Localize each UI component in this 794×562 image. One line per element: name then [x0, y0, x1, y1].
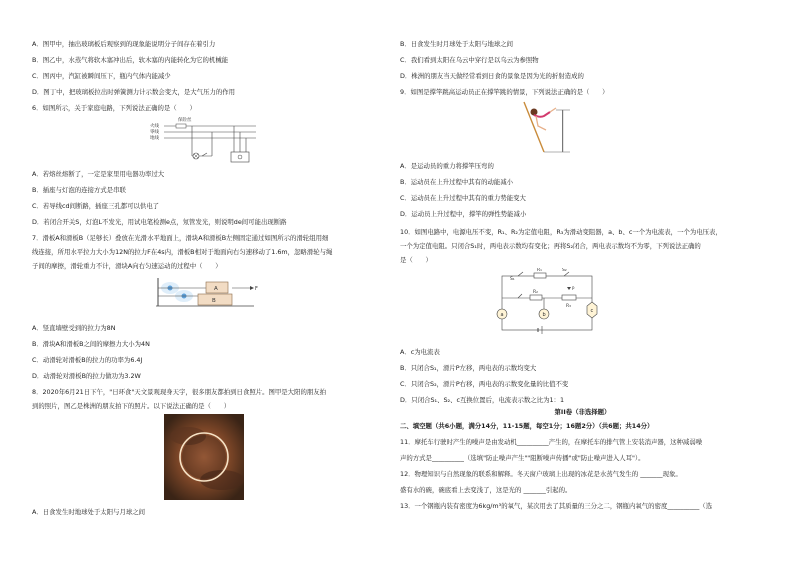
- switch-s2-label: S₂: [562, 268, 567, 273]
- q10-stem-line1: 10．如图电路中，电源电压不变，R₁、R₂为定值电阻，R₃为滑动变阻器，a、b、c一个为电流表，一个为电压表，: [400, 228, 722, 236]
- solar-eclipse-photo: [164, 414, 244, 500]
- q9-option-d: D．运动员上升过程中，撑竿的弹性势能减小: [400, 210, 527, 218]
- ground-wire-label: 地线: [150, 136, 159, 141]
- q7-option-b: B．滑块A和滑板B之间的摩擦力大小为4N: [32, 340, 150, 348]
- neutral-wire-label: 零线: [150, 130, 159, 135]
- resistor-r1-label: R₁: [537, 268, 542, 273]
- q6-option-c: C．若导线cd间断路，插座三孔都可以供电了: [32, 202, 160, 210]
- q6-option-d: D．若闭合开关S，灯泡L不发光，用试电笔检测e点，氖管发光，则说明de间可能出现断路: [32, 218, 287, 226]
- q10-stem-line3: 是（ ）: [400, 256, 432, 264]
- q10-option-c: C．只闭合S₂，滑片P右移，两电表的示数变化量的比值不变: [400, 380, 569, 388]
- slider-p-icon: [567, 287, 571, 290]
- q10-option-a: A．c为电流表: [400, 348, 440, 356]
- fill-blank-section-heading: 二、填空题（共6小题，满分14分，11-15题，每空1分；16题2分）（共6题；共14分）: [400, 422, 654, 430]
- q12-line1: 12．物理知识与自然现象的联系和解释。冬天窗户玻璃上出现的冰花是水蒸气发生的 _______现象。: [400, 470, 682, 478]
- fuse-label: 保险丝: [178, 118, 192, 123]
- q10-stem-line2: 一个为定值电阻。只闭合S₁时，两电表示数均有变化；再将S₂闭合，两电表示数均不为零，下列说法正确的: [400, 242, 701, 250]
- athlete-head-icon: [531, 109, 538, 116]
- pulley-block-figure: [154, 276, 264, 310]
- meter-a-label: a: [500, 312, 504, 318]
- q9-stem: 9．如图是撑竿跳高运动员正在撑竿跳的情景，下列说法正确的是（ ）: [400, 88, 609, 96]
- q9-option-c: C．运动员在上升过程中其有的重力势能变大: [400, 194, 526, 202]
- q11-line2: 声的方式是__________（选填"防止噪声产生""阻断噪声传播"或"防止噪声进入人耳"）。: [400, 454, 645, 462]
- q13-line1: 13．一个钢瓶内装有密度为6kg/m³的氧气，某次用去了其质量的三分之二，钢瓶内氧气的密度__________（选: [400, 502, 713, 510]
- pole-vault-figure: [516, 100, 572, 156]
- q10-circuit-figure: [492, 268, 602, 336]
- force-arrow-icon: [250, 286, 254, 290]
- block-a-label: A: [214, 286, 218, 292]
- resistor-r2: [530, 295, 542, 300]
- q7-stem-line1: 7．滑板A和滑板B（足够长）叠放在光滑水平地面上，滑块A和滑板B左侧固定通过如图所示的滑轮组用细: [32, 234, 329, 242]
- element-c-label: c: [590, 308, 594, 314]
- q5-option-b: B．图乙中，水蒸气将软木塞冲出后，软木塞的内能转化为它的机械能: [32, 56, 229, 64]
- q7-option-c: C．动滑轮对滑板B的拉力的功率为6.4J: [32, 356, 143, 364]
- q9-option-a: A．是运动员的重力将撑竿压弯的: [400, 162, 494, 170]
- q8-option-d: D．株洲的朋友当天做经常看到日食的景象是因为光的折射造成的: [400, 72, 584, 80]
- resistor-r1: [534, 273, 546, 278]
- q8-option-a: A．日食发生时地球处于太阳与月球之间: [32, 508, 146, 516]
- force-label: F: [255, 286, 258, 292]
- q8-option-b: B．日食发生时月球处于太阳与地球之间: [400, 40, 514, 48]
- q5-option-a: A．图甲中，抽出玻璃板后观察到的现象能说明分子间存在着引力: [32, 40, 216, 48]
- rheostat-r3: [562, 295, 576, 300]
- switch-s1-label: S₁: [510, 277, 515, 282]
- q8-option-c: C．我们看到太阳在乌云中穿行是以乌云为参照物: [400, 56, 539, 64]
- rheostat-r3-label: R₃: [566, 304, 571, 309]
- q5-option-c: C．图丙中，汽缸被瞬间压下，瓶内气体内能减少: [32, 72, 171, 80]
- household-circuit-figure: [150, 116, 260, 166]
- q8-stem-line1: 8．2020年6月21日下午，"日环食"天文景观现身天宇，很多朋友都拍到日食照片。图甲是大阳的朋友拍: [32, 388, 327, 396]
- board-b-label: B: [212, 298, 216, 304]
- q7-option-a: A．竖直墙壁受到的拉力为8N: [32, 324, 116, 332]
- q11-line1: 11．摩托车行驶时产生的噪声是由发动机__________产生的，在摩托车的排气管上安装消声器，这种减弱噪: [400, 438, 703, 446]
- resistor-r2-label: R₂: [533, 290, 538, 295]
- live-wire-label: 火线: [150, 124, 159, 129]
- q10-option-b: B．只闭合S₁，滑片P左移，两电表的示数均变大: [400, 364, 537, 372]
- q10-option-d: D．只闭合S₁、S₂、c互换位置后，电流表示数之比为1：1: [400, 396, 565, 404]
- q7-option-d: D．动滑轮对滑板B的拉力做功为3.2W: [32, 372, 141, 380]
- socket-icon: [231, 152, 249, 162]
- slider-p-label: P: [572, 286, 575, 291]
- q12-line2: 盛有水的碗，碗底看上去变浅了，这是光的 _______引起的。: [400, 486, 572, 494]
- q6-option-a: A．若熔丝熔断了，一定是家里用电器功率过大: [32, 170, 165, 178]
- q6-option-b: B．插座与灯泡的连接方式是串联: [32, 186, 126, 194]
- q6-stem: 6．如图所示，关于家庭电路，下列说法正确的是（ ）: [32, 104, 196, 112]
- q5-option-d: D．图丁中，把玻璃板拉出时弹簧测力计示数会变大，是大气压力的作用: [32, 88, 236, 96]
- q9-option-b: B．运动员在上升过程中其有的动能减小: [400, 178, 514, 186]
- q7-stem-line2: 线连接，所用水平拉力大小为12N的拉力F在4s内，滑板B相对于地面向右匀速移动了1.6m，忽略滑轮与绳: [32, 248, 333, 256]
- q7-stem-line3: 子间的摩擦，滑轮重力不计，滑块A向右匀速运动的过程中（ ）: [32, 262, 222, 270]
- part-two-title: 第II卷（非选择题）: [554, 408, 611, 416]
- q8-stem-line2: 到的照片，图乙是株洲的朋友拍下的照片。以下说法正确的是（ ）: [32, 402, 231, 410]
- meter-b-label: b: [542, 312, 546, 318]
